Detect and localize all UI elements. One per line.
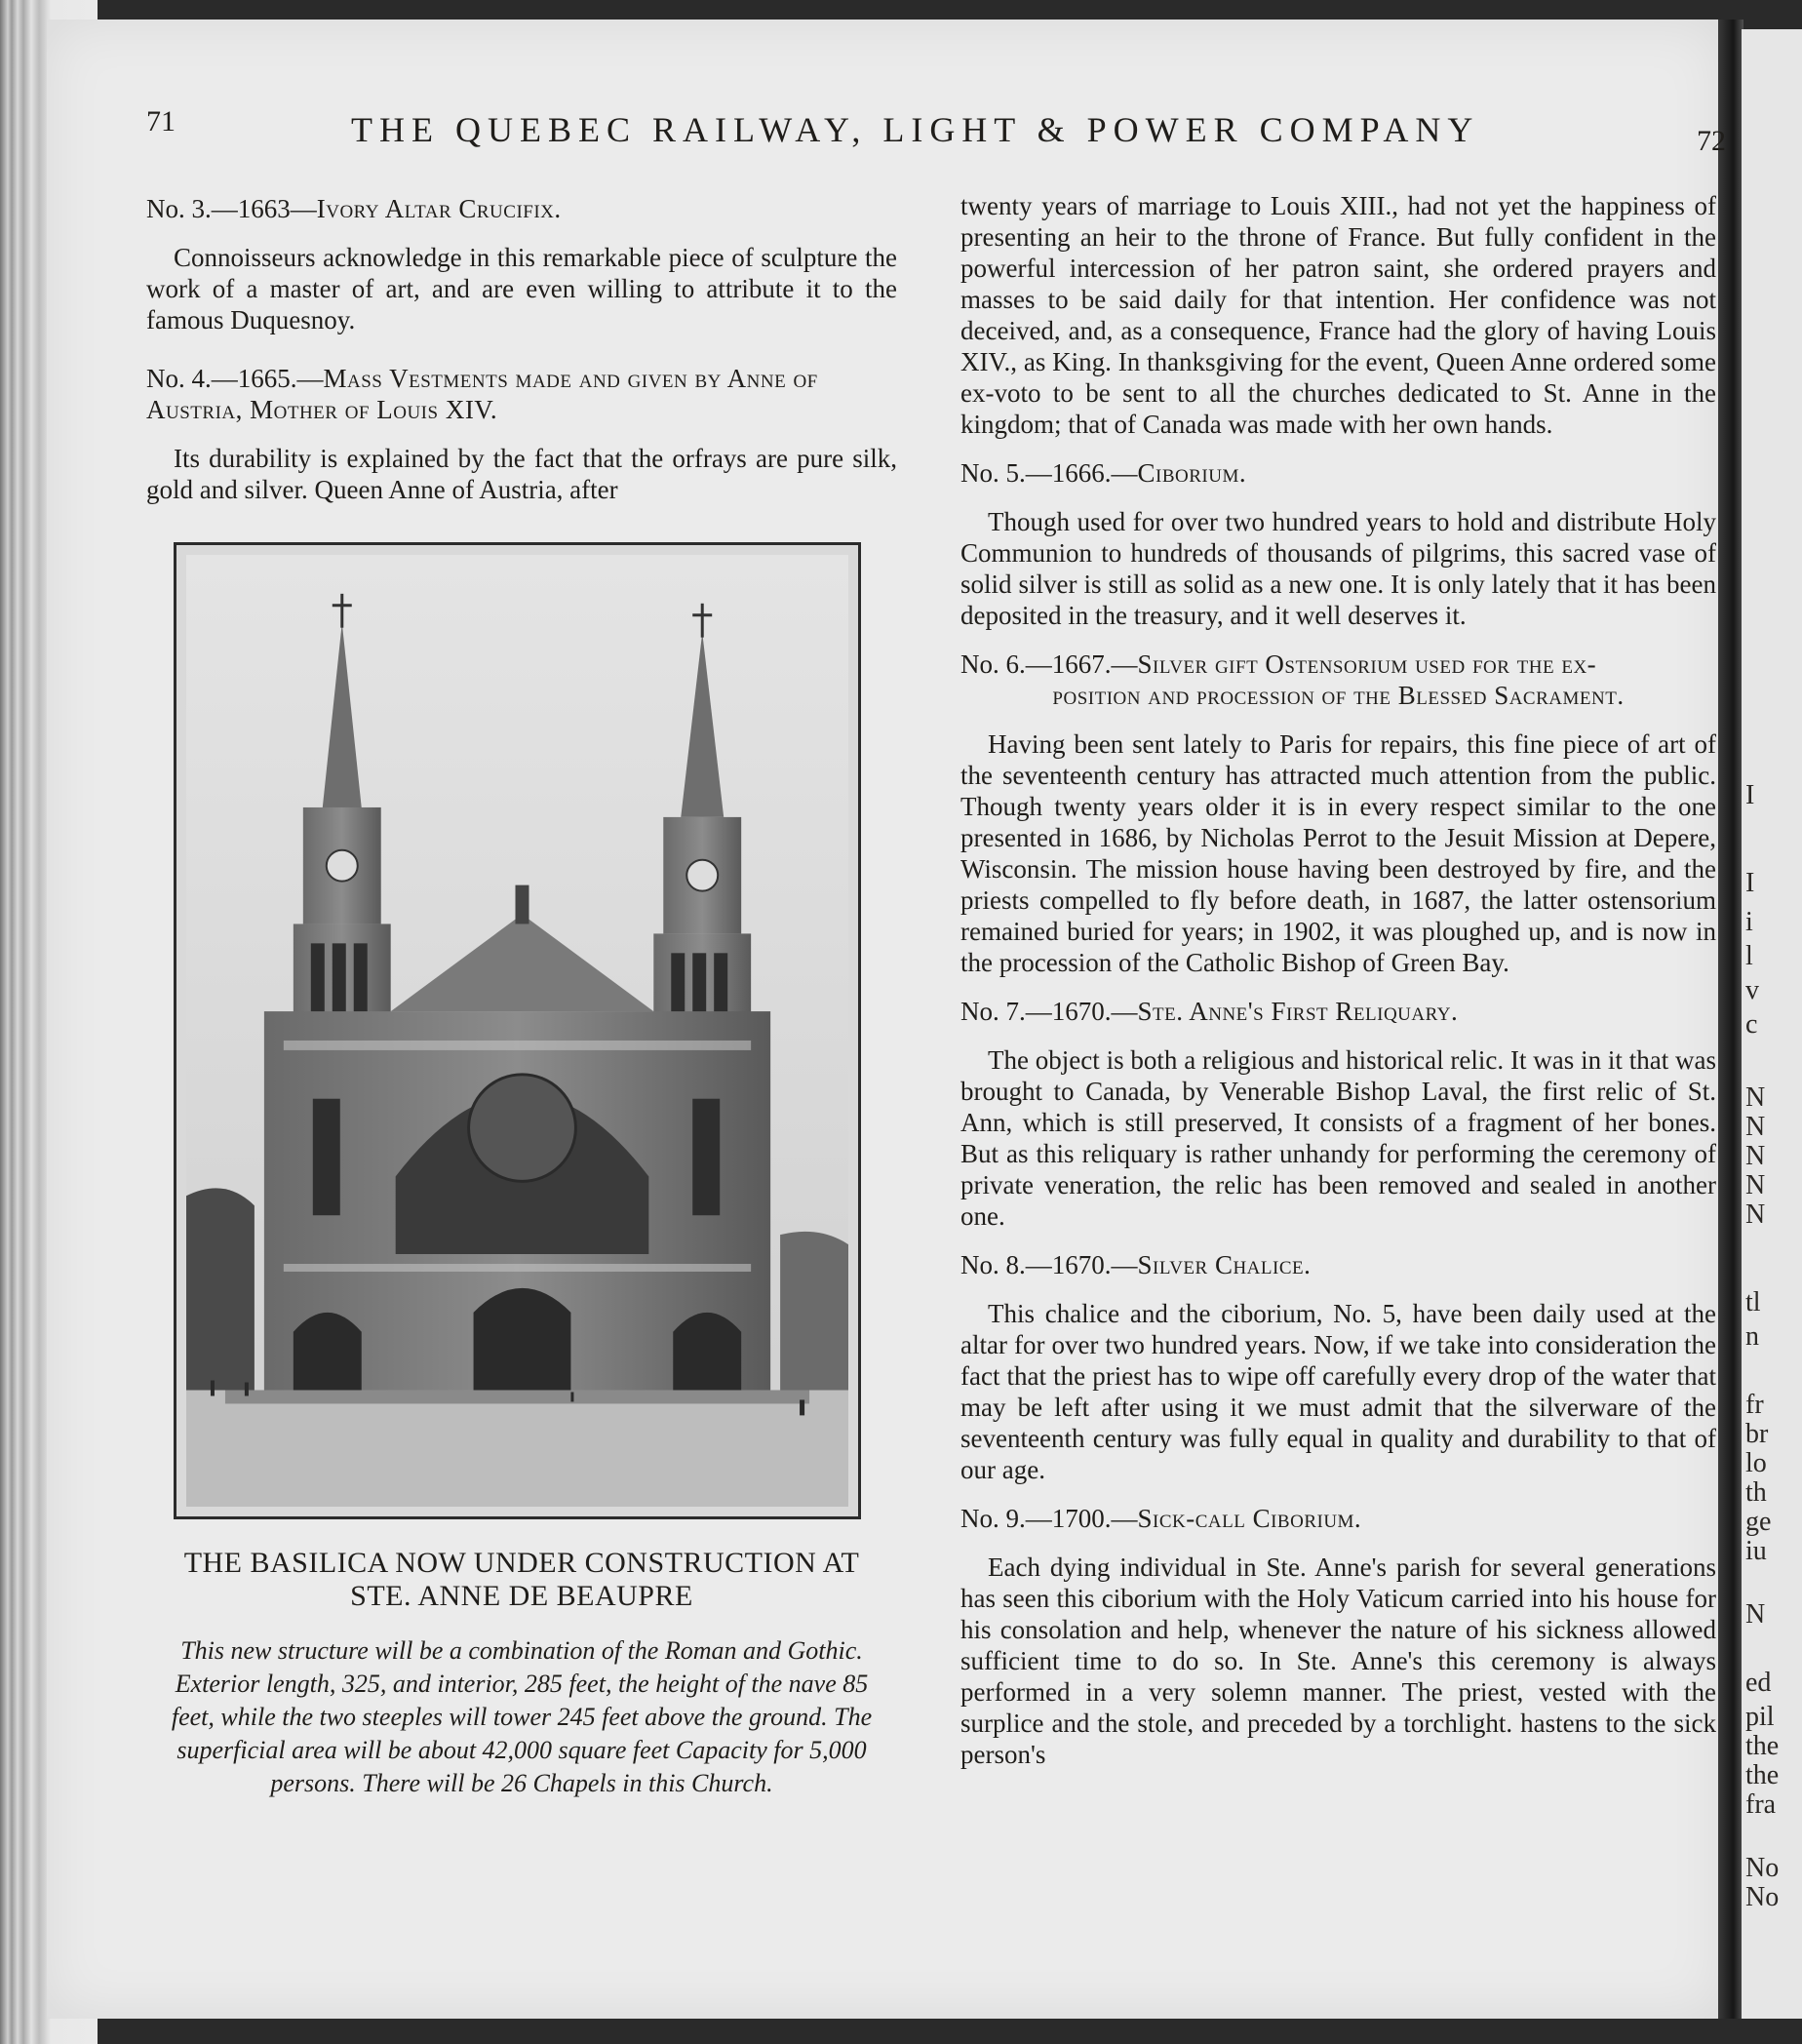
next-page-fragment: l <box>1745 941 1753 971</box>
item-5-body: Though used for over two hundred years to hold and distribute Holy Communion to hundreds of thousands of pilgrims, this sacred vase of solid silver is still as solid as a new one. It is only lately that it has been deposited in the treasury, and it well deserves it. <box>960 507 1716 630</box>
next-page-fragment: N <box>1745 1141 1766 1171</box>
next-page-fragment: N <box>1745 1170 1766 1200</box>
next-page-fragment: N <box>1745 1082 1766 1113</box>
next-page-edge <box>1742 29 1802 2019</box>
next-page-fragment: fr <box>1745 1390 1764 1420</box>
right-page-number: 72 <box>1697 125 1726 157</box>
item-4-heading <box>146 363 897 425</box>
next-page-fragment: br <box>1745 1419 1769 1449</box>
item-9-heading-title: Sick-call Ciborium. <box>1137 1504 1362 1533</box>
item-7-heading-title: Ste. Anne's First Reliquary. <box>1137 997 1459 1026</box>
item-8-heading-title: Silver Chalice. <box>1137 1250 1312 1279</box>
next-page-fragment: iu <box>1745 1536 1767 1566</box>
item-9-heading <box>960 1503 1716 1534</box>
running-head <box>146 98 1726 156</box>
item-6-heading <box>960 649 1716 711</box>
figure-caption-title <box>146 1547 897 1613</box>
next-page-fragment: ed <box>1745 1668 1772 1698</box>
basilica-photo <box>174 542 861 1519</box>
left-page-number: 71 <box>146 105 176 138</box>
item-6-heading-prefix: No. 6.—1667.— <box>960 649 1138 679</box>
item-8-heading <box>960 1249 1716 1280</box>
figure-caption-title-line-1: THE BASILICA NOW UNDER CONSTRUCTION AT <box>183 1547 860 1579</box>
next-page-fragment: v <box>1745 975 1759 1005</box>
next-page-fragment: I <box>1745 780 1755 810</box>
next-page-fragment: N <box>1745 1112 1766 1142</box>
next-page-fragment: lo <box>1745 1448 1767 1478</box>
item-4-body: Its durability is explained by the fact that the orfrays are pure silk, gold and silver. Queen Anne of Austria, after <box>146 444 897 504</box>
item-5-heading <box>960 457 1716 489</box>
item-7-body: The object is both a religious and historical relic. It was in it that was brought to Canada, by Venerable Bishop Laval, the first relic of St. Ann, which is still preserved, It consists of a fragment of her bones. But as this reliquary is rather unhandy for performing the ceremony of private veneration, the relic has been removed and sealed in another one. <box>960 1045 1716 1231</box>
item-6-heading-title-line-1: Silver gift Ostensorium used for the ex- <box>1137 649 1597 679</box>
item-3-heading-prefix: No. 3.—1663— <box>146 194 317 223</box>
next-page-fragment: No <box>1745 1882 1780 1912</box>
next-page-fragment: n <box>1745 1321 1759 1352</box>
item-6-heading-title-line-2: position and procession of the Blessed Sacrament. <box>1052 681 1625 710</box>
next-page-fragment: th <box>1745 1477 1767 1508</box>
item-4-heading-title: Mass Vestments made and given by Anne of Austria, Mother of Louis XIV. <box>146 364 818 424</box>
item-8-heading-prefix: No. 8.—1670.— <box>960 1250 1138 1279</box>
next-page-fragment: N <box>1745 1599 1766 1630</box>
item-5-heading-title: Ciborium. <box>1137 458 1247 488</box>
next-page-fragment: fra <box>1745 1789 1777 1820</box>
next-page-fragment: I <box>1745 868 1755 898</box>
basilica-illustration <box>186 555 848 1507</box>
figure-caption-title-line-2: STE. ANNE DE BEAUPRE <box>350 1580 693 1612</box>
item-3-heading <box>146 193 897 224</box>
book-gutter <box>1718 20 1743 2019</box>
next-page-fragment: ge <box>1745 1507 1772 1537</box>
next-page-fragment: N <box>1745 1199 1766 1230</box>
next-page-fragment: the <box>1745 1731 1780 1761</box>
next-page-fragment: No <box>1745 1853 1780 1883</box>
item-7-heading <box>960 996 1716 1027</box>
item-3-body: Connoisseurs acknowledge in this remarkable piece of sculpture the work of a master of art, and are even willing to attribute it to the famous Duquesnoy. <box>146 243 897 334</box>
left-column <box>146 176 897 1800</box>
item-9-body: Each dying individual in Ste. Anne's parish for several generations has seen this ciborium with the Holy Vaticum carried into his house for his consolation and help, whenever the nature of his sickness allowed sufficient time to do so. In Ste. Anne's this ceremony is always performed in a very solemn manner. The priest, vested with the surplice and the stole, and preceded by a torchlight. hastens to the sick person's <box>960 1553 1716 1769</box>
item-4-heading-prefix: No. 4.—1665.— <box>146 364 324 393</box>
running-title: THE QUEBEC RAILWAY, LIGHT & POWER COMPANY <box>351 110 1480 149</box>
next-page-fragment: i <box>1745 907 1753 937</box>
continuation-text: twenty years of marriage to Louis XIII., had not yet the happiness of presenting an heir to the throne of France. But fully confident in the powerful intercession of her patron saint, she ordered prayers and masses to be said daily for that intention. Her confidence was not deceived, and, as a consequence, France had the glory of having Louis XIV., as King. In thanksgiving for the event, Queen Anne ordered some ex-voto to be sent to all the churches dedicated to St. Anne in the kingdom; that of Canada was made with her own hands. <box>960 191 1716 439</box>
right-column <box>960 190 1716 1780</box>
next-page-fragment: tl <box>1745 1287 1761 1317</box>
item-5-heading-prefix: No. 5.—1666.— <box>960 458 1138 488</box>
figure-caption-text: This new structure will be a combination of the Roman and Gothic. Exterior length, 325, and interior, 285 feet, the height of the nave 85 feet, while the two steeples will tower 245 feet above the ground. The superficial area will be about 42,000 square feet Capacity for 5,000 persons. There will be 26 Chapels in this Church. <box>171 1636 873 1797</box>
next-page-fragment: the <box>1745 1760 1780 1790</box>
next-page-fragment: pil <box>1745 1702 1775 1732</box>
item-7-heading-prefix: No. 7.—1670.— <box>960 997 1138 1026</box>
item-9-heading-prefix: No. 9.—1700.— <box>960 1504 1138 1533</box>
item-3-heading-title: Ivory Altar Crucifix. <box>316 194 562 223</box>
item-8-body: This chalice and the ciborium, No. 5, have been daily used at the altar for over two hundred years. Now, if we take into consideration the fact that the priest has to wipe off carefully every drop of the water that may be left after using it we must admit that the silverware of the seventeenth century was fully equal in quality and durability to that of our age. <box>960 1299 1716 1484</box>
item-6-body: Having been sent lately to Paris for repairs, this fine piece of art of the seventeenth century has attracted much attention from the public. Though twenty years older it is in every respect similar to the one presented in 1686, by Nicholas Perrot to the Jesuit Mission at Depere, Wisconsin. The mission house having been destroyed by fire, and the priests compelled to fly before death, in 1687, the latter ostensorium remained buried for years; in 1902, it was ploughed up, and is now in the procession of the Catholic Bishop of Green Bay. <box>960 729 1716 977</box>
next-page-fragment: c <box>1745 1009 1758 1040</box>
